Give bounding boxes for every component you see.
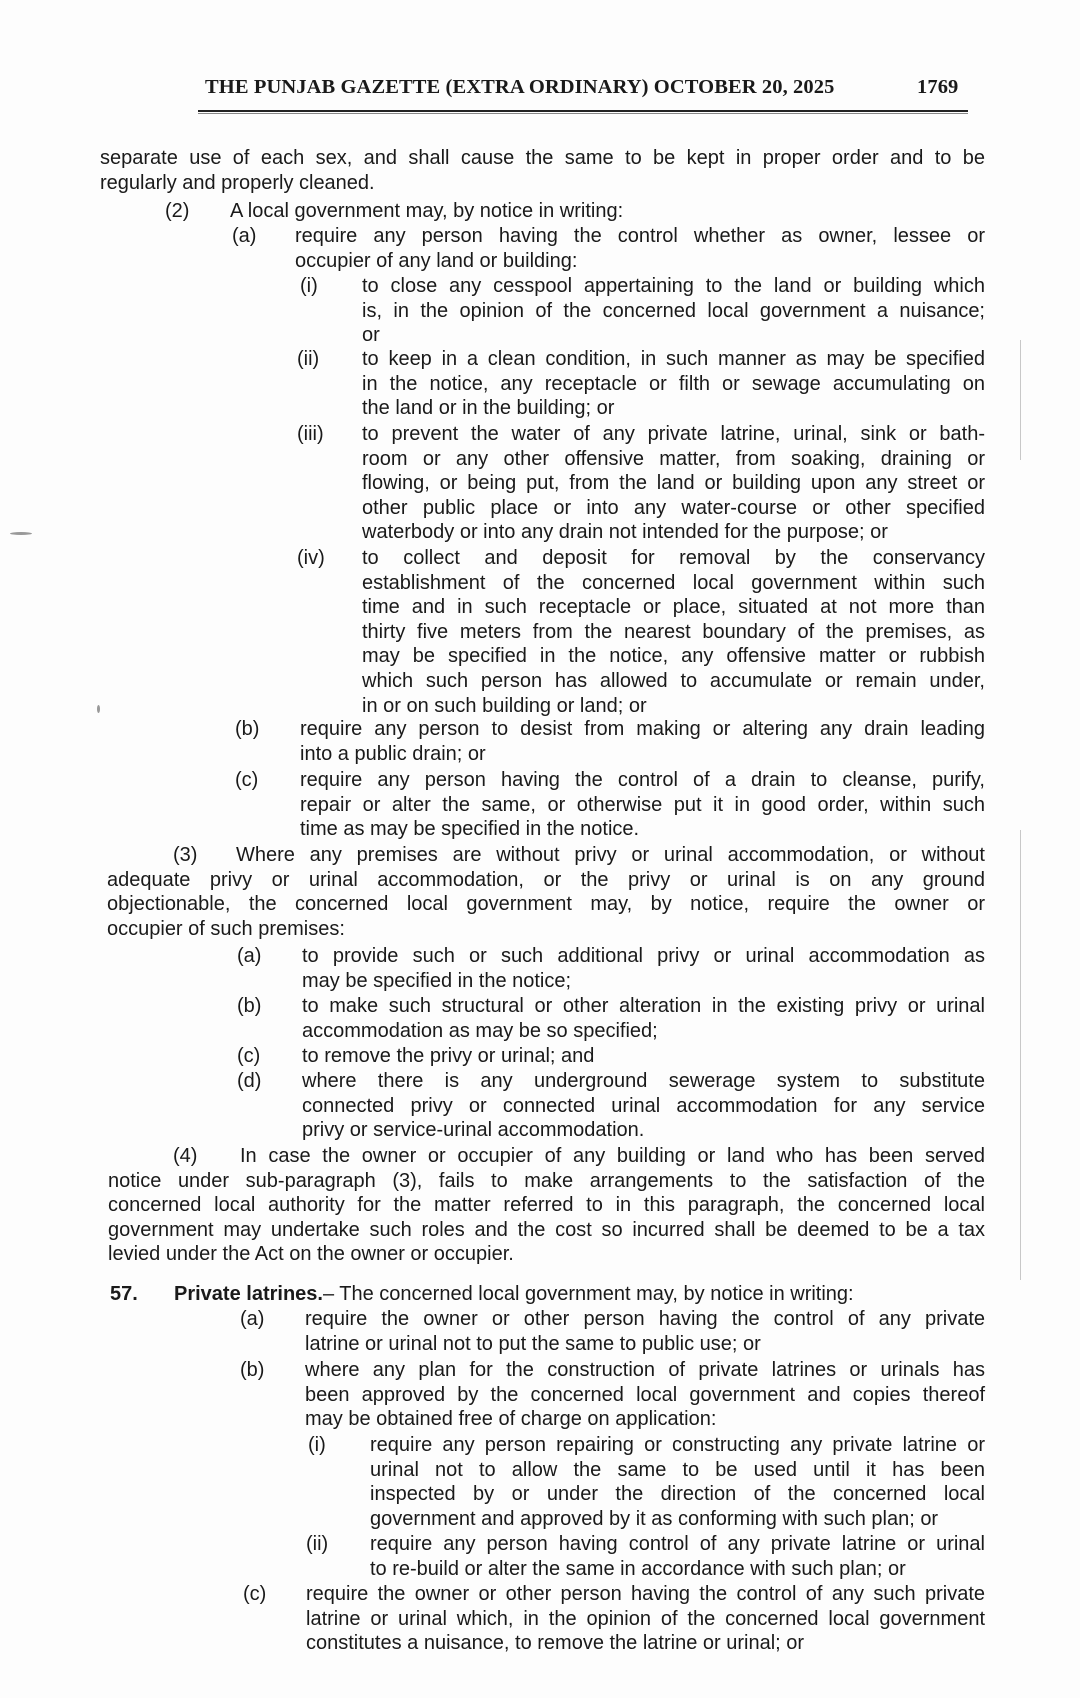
text-line: connected privy or connected urinal accommodation for any service: [302, 1094, 985, 1117]
clause-label: (d): [237, 1070, 262, 1092]
text-line: waterbody or into any drain not intended for the purpose; or: [362, 521, 888, 544]
section-heading: Private latrines.: [174, 1283, 323, 1305]
text-line: constitutes a nuisance, to remove the latrine or urinal; or: [306, 1632, 805, 1655]
clause-label: (c): [235, 769, 259, 791]
clause-label: (b): [240, 1359, 265, 1381]
text-line: in the notice, any receptacle or filth or sewage accumulating on: [362, 372, 985, 395]
text-line: accommodation as may be so specified;: [302, 1019, 658, 1042]
clause-label: (a): [237, 945, 262, 967]
clause-label: (a): [240, 1308, 265, 1330]
scan-margin-mark: [1020, 340, 1021, 460]
text-line: in or on such building or land; or: [362, 694, 647, 717]
clause-label: (c): [243, 1583, 267, 1605]
text-line: urinal not to allow the same to be used until it has been: [370, 1458, 985, 1481]
text-line: which such person has allowed to accumulate or remain under,: [362, 670, 985, 692]
clause-label: (b): [237, 995, 262, 1017]
text-line: repair or alter the same, or otherwise put it in good order, within such: [300, 793, 985, 816]
text-line: is, in the opinion of the concerned local government a nuisance;: [362, 299, 985, 322]
text-line: objectionable, the concerned local government may, by notice, require the owner or: [107, 893, 985, 916]
text-line: or: [362, 324, 380, 347]
text-line: may be specified in the notice, any offensive matter or rubbish: [362, 645, 985, 668]
text-line: require the owner or other person having the control of any private: [305, 1308, 985, 1330]
text-line: to provide such or such additional privy or urinal accommodation as: [302, 945, 985, 967]
text-line: where any plan for the construction of private latrines or urinals has: [305, 1359, 985, 1381]
header-rule-thin: [198, 113, 968, 114]
text-line: to collect and deposit for removal by the conservancy: [362, 547, 985, 569]
clause-label: (i): [300, 275, 318, 297]
text-line: government may undertake such roles and the cost so incurred shall be deemed to be a tax: [108, 1218, 985, 1241]
clause-label: (ii): [297, 348, 320, 370]
paragraph-number: (2): [165, 200, 190, 222]
text-line: establishment of the concerned local government within such: [362, 571, 985, 594]
clause-label: (a): [232, 225, 257, 247]
clause-label: (i): [308, 1434, 326, 1456]
text-line: room or any other offensive matter, from soaking, draining or: [362, 447, 985, 470]
text-line: concerned local authority for the matter referred to in this paragraph, the concerned local: [108, 1194, 985, 1217]
text-line: occupier of any land or building:: [295, 249, 578, 272]
text-line: occupier of such premises:: [107, 917, 345, 940]
paragraph-number: (4): [173, 1145, 198, 1167]
section-intro: – The concerned local government may, by notice in writing:: [322, 1283, 854, 1305]
text-line: require any person having control of any private latrine or urinal: [370, 1533, 985, 1555]
text-line: latrine or urinal which, in the opinion of the concerned local government: [306, 1607, 985, 1630]
text-line: In case the owner or occupier of any building or land who has been served: [240, 1145, 985, 1167]
text-line: into a public drain; or: [300, 742, 486, 765]
text-line: adequate privy or urinal accommodation, or the privy or urinal is on any ground: [107, 868, 985, 891]
text-line: where there is any underground sewerage system to substitute: [302, 1070, 985, 1092]
text-line: to remove the privy or urinal; and: [302, 1045, 595, 1067]
text-line: Where any premises are without privy or urinal accommodation, or without: [236, 844, 985, 866]
paragraph-number: (3): [173, 844, 198, 866]
text-line: regularly and properly cleaned.: [100, 171, 375, 194]
text-line: require any person to desist from making or altering any drain leading: [300, 718, 985, 740]
text-line: may be specified in the notice;: [302, 969, 572, 992]
text-line: require any person repairing or constructing any private latrine or: [370, 1434, 985, 1456]
text-line: require any person having the control whether as owner, lessee or: [295, 225, 985, 247]
text-line: been approved by the concerned local government and copies thereof: [305, 1383, 985, 1406]
text-line: to re-build or alter the same in accordance with such plan; or: [370, 1557, 906, 1580]
clause-label: (iii): [297, 423, 324, 445]
scan-margin-mark: [1020, 830, 1021, 1280]
text-line: notice under sub-paragraph (3), fails to make arrangements to the satisfaction of the: [108, 1169, 985, 1192]
text-line: time and in such receptacle or place, situated at not more than: [362, 596, 985, 619]
header-rule: [198, 110, 968, 112]
text-line: the land or in the building; or: [362, 397, 615, 420]
text-line: require the owner or other person having the control of any such private: [306, 1583, 985, 1605]
scan-speck: [10, 532, 32, 535]
text-line: require any person having the control of a drain to cleanse, purify,: [300, 769, 985, 791]
clause-label: (c): [237, 1045, 261, 1067]
gazette-title: THE PUNJAB GAZETTE (EXTRA ORDINARY) OCTOBER 20, 2025: [205, 76, 835, 98]
text-line: privy or service-urinal accommodation.: [302, 1119, 645, 1142]
clause-label: (b): [235, 718, 260, 740]
page-number: 1769: [917, 76, 959, 98]
text-line: to keep in a clean condition, in such manner as may be specified: [362, 348, 985, 370]
text-line: latrine or urinal not to put the same to public use; or: [305, 1332, 761, 1355]
text-line: separate use of each sex, and shall cause the same to be kept in proper order and to be: [100, 147, 985, 169]
text-line: to make such structural or other alteration in the existing privy or urinal: [302, 995, 985, 1017]
text-line: time as may be specified in the notice.: [300, 818, 640, 841]
text-line: other public place or into any water-course or other specified: [362, 496, 985, 519]
text-line: to close any cesspool appertaining to the land or building which: [362, 275, 985, 297]
text-line: government and approved by it as conforming with such plan; or: [370, 1507, 939, 1530]
text-line: inspected by or under the direction of the concerned local: [370, 1483, 985, 1506]
text-line: flowing, or being put, from the land or building upon any street or: [362, 472, 985, 495]
clause-label: (iv): [297, 547, 325, 569]
text-line: may be obtained free of charge on application:: [305, 1408, 717, 1431]
text-line: thirty five meters from the nearest boundary of the premises, as: [362, 620, 985, 643]
gazette-header: [205, 76, 965, 108]
section-heading-line: [174, 1282, 854, 1306]
scan-speck: [97, 705, 100, 713]
clause-label: (ii): [306, 1533, 329, 1555]
text-line: A local government may, by notice in writing:: [230, 200, 624, 222]
text-line: to prevent the water of any private latrine, urinal, sink or bath-: [362, 423, 985, 445]
text-line: levied under the Act on the owner or occupier.: [108, 1243, 514, 1266]
section-number: 57.: [110, 1283, 138, 1305]
